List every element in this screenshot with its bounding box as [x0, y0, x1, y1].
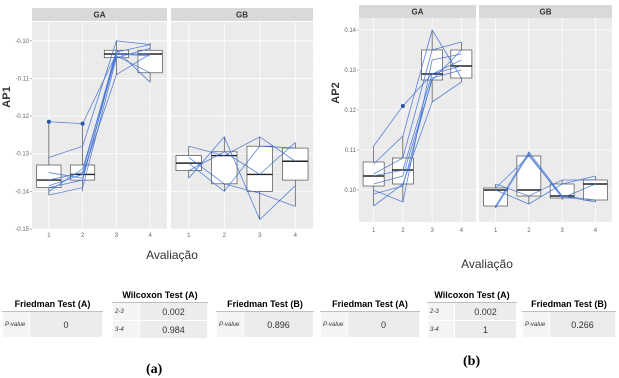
x-tick-label: 3: [114, 233, 119, 239]
table-title: Wilcoxon Test (A): [113, 288, 208, 303]
table-title: Wilcoxon Test (A): [428, 288, 517, 303]
box-body: [282, 148, 308, 180]
y-tick-label: 0.10: [344, 188, 356, 194]
y-tick-label: -0.10: [15, 38, 29, 45]
row-label: 2-3: [428, 303, 455, 321]
x-tick-label: 3: [430, 228, 434, 234]
table-title: Friedman Test (B): [217, 297, 314, 312]
facet-strip-label: GA: [93, 10, 106, 20]
table-value: 0: [348, 312, 420, 338]
box-body: [583, 180, 607, 200]
y-tick-label: -0.11: [15, 76, 29, 83]
x-tick-label: 4: [459, 228, 464, 234]
chart-panel-b: [330, 5, 612, 271]
row-label: 2-3: [113, 303, 140, 321]
facet-panel-bg: [171, 22, 313, 229]
table-value: 0: [30, 312, 103, 338]
row-label: P-value: [217, 312, 244, 338]
x-tick-label: 2: [527, 228, 531, 234]
wilcoxon-test-a-table-panel-b: [427, 287, 517, 339]
y-tick-label: 0.12: [344, 108, 356, 114]
box-body: [37, 165, 61, 188]
row-label: P-value: [523, 312, 550, 338]
facet-strip-label: GB: [539, 7, 552, 17]
table-value: 0.002: [455, 303, 517, 321]
row-label: P-value: [3, 312, 30, 338]
panel-label-b: (b): [463, 354, 481, 369]
y-axis-title: AP2: [330, 82, 342, 104]
chart-panel-a: [1, 8, 313, 262]
x-tick-label: 3: [258, 233, 262, 239]
row-label: 3-4: [113, 321, 140, 339]
table-value: 1: [455, 321, 517, 339]
x-tick-label: 4: [593, 228, 598, 234]
x-tick-label: 4: [148, 233, 152, 239]
row-label: P-value: [321, 312, 348, 338]
x-tick-label: 3: [560, 228, 564, 234]
friedman-test-b-table-panel-a: [216, 296, 314, 338]
x-tick-label: 2: [222, 233, 226, 239]
y-tick-label: -0.13: [15, 151, 29, 158]
table-title: Friedman Test (A): [321, 297, 420, 312]
y-tick-label: -0.15: [15, 227, 29, 233]
x-tick-label: 1: [187, 233, 191, 239]
y-axis-title: AP1: [1, 86, 13, 108]
y-tick-label: 0.13: [344, 68, 356, 74]
x-tick-label: 1: [493, 228, 498, 234]
wilcoxon-test-a-table-panel-a: [112, 287, 208, 339]
table-value: 0.896: [244, 312, 314, 338]
x-tick-label: 2: [80, 233, 85, 239]
table-value: 0.266: [550, 312, 616, 338]
facet-strip-label: GB: [236, 10, 248, 20]
x-axis-title: Avaliação: [146, 248, 198, 262]
box-body: [422, 50, 443, 80]
panel-label-a: (a): [146, 362, 163, 377]
friedman-test-b-table-panel-b: [522, 296, 616, 338]
x-tick-label: 1: [47, 233, 51, 239]
outlier-point: [401, 104, 405, 108]
friedman-test-a-table-panel-a: [2, 296, 103, 338]
friedman-test-a-table-panel-b: [320, 296, 420, 338]
table-value: 0.984: [140, 321, 208, 339]
table-title: Friedman Test (B): [523, 297, 616, 312]
x-axis-title: Avaliação: [461, 257, 513, 271]
table-value: 0.002: [140, 303, 208, 321]
x-tick-label: 2: [401, 228, 405, 234]
outlier-point: [47, 120, 51, 124]
table-title: Friedman Test (A): [3, 297, 103, 312]
x-tick-label: 4: [293, 233, 297, 239]
y-tick-label: 0.14: [344, 28, 356, 34]
x-tick-label: 1: [371, 228, 376, 234]
y-tick-label: -0.12: [15, 114, 29, 121]
y-tick-label: -0.14: [15, 189, 29, 196]
facet-strip-label: GA: [411, 7, 424, 17]
row-label: 3-4: [428, 321, 455, 339]
y-tick-label: 0.11: [344, 148, 356, 154]
outlier-point: [81, 122, 85, 126]
